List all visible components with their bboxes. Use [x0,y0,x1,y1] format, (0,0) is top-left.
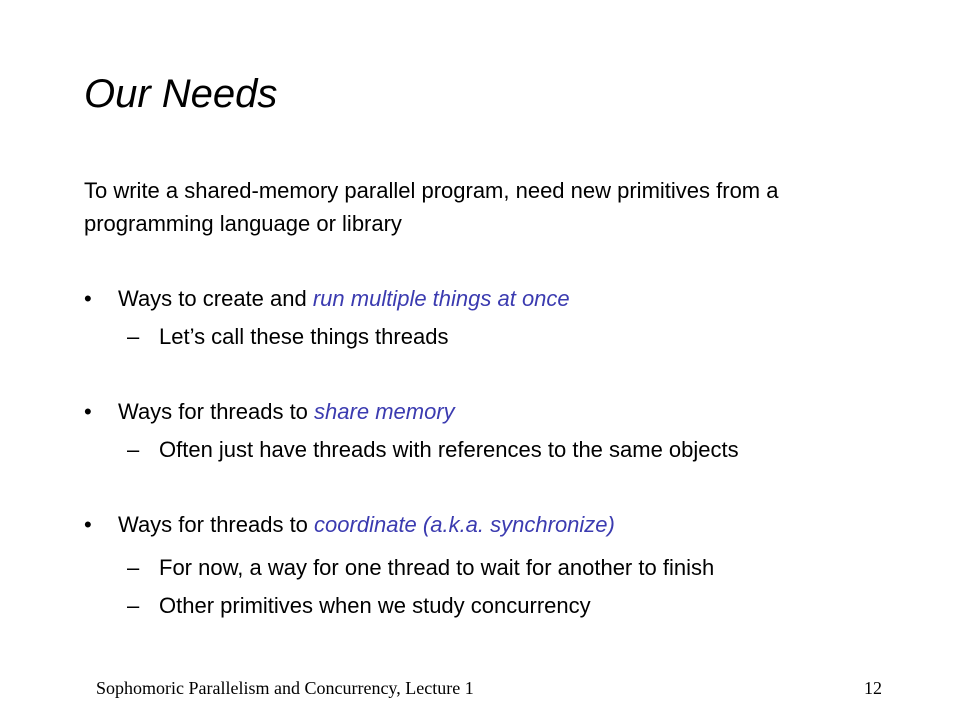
bullet-item-share-memory [118,397,455,427]
sub-bullet-item: For now, a way for one thread to wait for another to finish [159,555,715,580]
bullet-highlight: coordinate (a.k.a. synchronize) [314,512,615,537]
bullet-item-create-threads [118,284,570,314]
bullet-highlight: share memory [314,399,455,424]
sub-bullet-marker: – [127,324,140,349]
intro-paragraph: To write a shared-memory parallel program, need new primitives from a programming language or library [84,178,779,236]
bullet-highlight: run multiple things at once [312,286,570,311]
sub-bullet-item: Let’s call these things threads [159,324,449,349]
slide-title: Our Needs [84,72,278,116]
sub-bullet-marker: – [127,593,140,618]
bullet-text: Ways to create and [118,286,313,311]
footer-course-title: Sophomoric Parallelism and Concurrency, Lecture 1 [96,678,474,698]
sub-bullet-marker: – [127,555,140,580]
sub-bullet-item: Often just have threads with references to the same objects [159,437,739,462]
bullet-item-coordinate [118,510,615,540]
sub-bullet-marker: – [127,437,140,462]
bullet-text: Ways for threads to [118,399,315,424]
bullet-text: Ways for threads to [118,512,315,537]
sub-bullet-item: Other primitives when we study concurrency [159,593,591,618]
bullet-marker: • [84,286,92,311]
page-number: 12 [864,678,882,698]
bullet-marker: • [84,399,92,424]
bullet-marker: • [84,512,92,537]
